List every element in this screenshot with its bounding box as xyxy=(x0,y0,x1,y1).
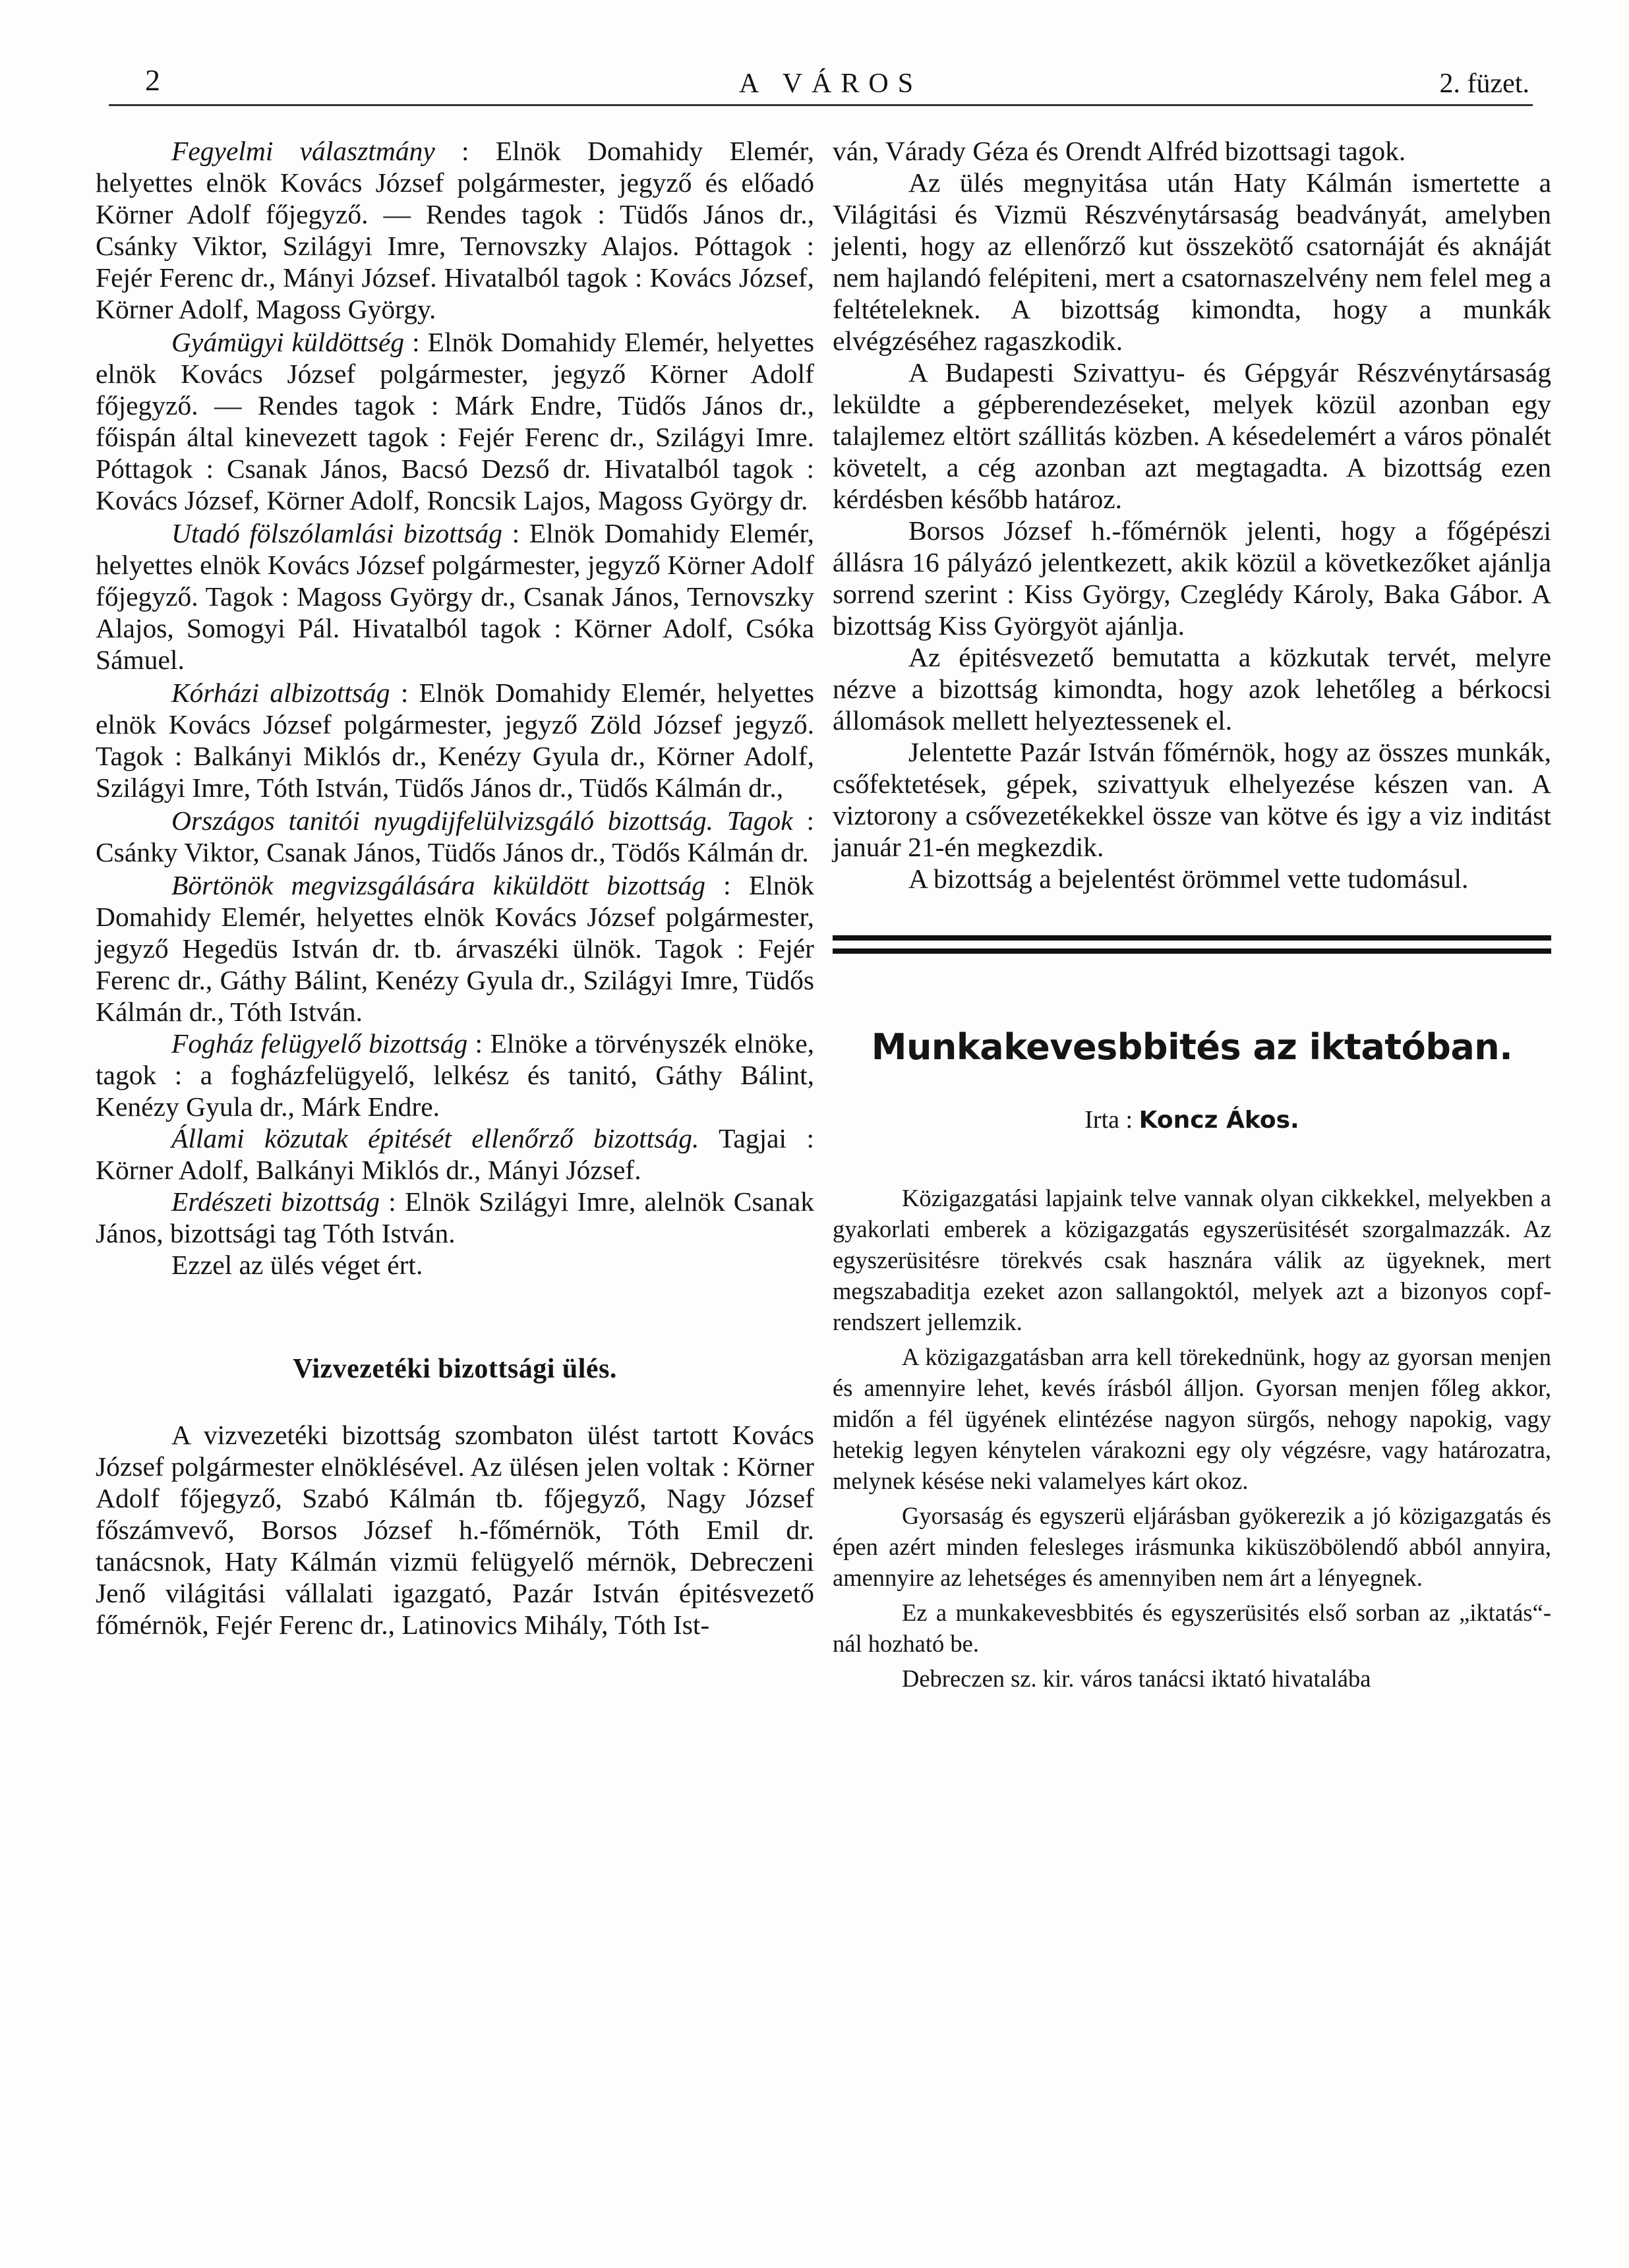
issue-label: 2. füzet. xyxy=(1439,69,1529,99)
article-byline xyxy=(833,1104,1551,1136)
page-number: 2 xyxy=(145,63,160,97)
closing-sentence: Ezzel az ülés véget ért. xyxy=(171,1250,423,1280)
page-header xyxy=(132,63,1529,102)
committee-paragraph: Országos tanitói nyugdijfelülvizsgáló bizottság. Tagok : Csánky Viktor, Csanak János, Tüdős János dr., Tödős Kálmán dr. xyxy=(96,805,815,867)
committee-paragraph: Fegyelmi választmány : Elnök Domahidy Elemér, helyettes elnök Kovács József polgármester, jegyző és előadó Körner Adolf főjegyző. — Rendes tagok : Tüdős János dr., Csánky Viktor, Szilágyi Imre, Ternovszky Alajos. Póttagok : Fejér Ferenc dr., Mányi József. Hivatalból tagok : Kovács József, Körner Adolf, Magoss György. xyxy=(96,136,814,324)
journal-title: A VÁROS xyxy=(738,69,923,99)
committee-paragraph: Erdészeti bizottság : Elnök Szilágyi Imre, alelnök Csanak János, bizottsági tag Tóth István. xyxy=(96,1186,814,1248)
article-paragraph: Gyorsaság és egyszerü eljárásban gyökerezik a jó közigazgatás és épen azért minden felesleges irásmunka kiküszöbölendő abból annyira, amennyire az lehetséges és amennyiben nem árt a lényegnek. xyxy=(833,1502,1551,1591)
article-body xyxy=(833,1182,1551,1694)
right-column xyxy=(833,135,1551,1694)
committee-paragraph: Utadó fölszólamlási bizottság : Elnök Domahidy Elemér, helyettes elnök Kovács József polgármester, jegyző Körner Adolf főjegyző. Tagok : Magoss György dr., Csanak János, Ternovszky Alajos, Somogyi Pál. Hivatalból tagok : Körner Adolf, Csóka Sámuel. xyxy=(96,518,814,675)
left-column xyxy=(96,135,814,1641)
section-title: Vizvezetéki bizottsági ülés. xyxy=(293,1354,617,1384)
section-paragraph: A vizvezetéki bizottság szombaton ülést tartott Kovács József polgármester elnöklésével. Az ülésen jelen voltak : Körner Adolf főjegyző, Szabó Kálmán tb. főjegyző, Nagy József főszámvevő, Borsos József h.-főmérnök, Tóth Emil dr. tanácsnok, Haty Kálmán vizmü felügyelő mérnök, Debreczeni Jenő világitási vállalati igazgató, Pazár István épitésvezető főmérnök, Fejér Ferenc dr., Latinovics Mihály, Tóth Ist- xyxy=(96,1420,814,1640)
author-name: Koncz Ákos. xyxy=(1139,1107,1299,1134)
continuation-paragraph: ván, Várady Géza és Orendt Alfréd bizottsagi tagok. xyxy=(833,136,1406,166)
byline-prefix: Irta : xyxy=(1084,1106,1133,1134)
committee-paragraph: Állami közutak épitését ellenőrző bizottság. Tagjai : Körner Adolf, Balkányi Miklós dr., Mányi József. xyxy=(96,1123,814,1185)
article-paragraph: Ez a munkakevesbbités és egyszerüsités első sorban az „iktatás“-nál hozható be. xyxy=(833,1599,1551,1657)
report-paragraph: Borsos József h.-főmérnök jelenti, hogy a főgépészi állásra 16 pályázó jelentkezett, akik közül a következőket ajánlja sorrend szerint : Kiss György, Czeglédy Károly, Baka Gábor. A bizottság Kiss Györgyöt ajánlja. xyxy=(833,515,1551,641)
article-title: Munkakevesbbités az iktatóban. xyxy=(871,1026,1513,1068)
committee-paragraph: Kórházi albizottság : Elnök Domahidy Elemér, helyettes elnök Kovács József polgármester, jegyző Zöld József jegyző. Tagok : Balkányi Miklós dr., Kenézy Gyula dr., Körner Adolf, Szilágyi Imre, Tóth István, Tüdős János dr., Tüdős Kálmán dr., xyxy=(96,678,814,803)
committee-paragraph: Gyámügyi küldöttség : Elnök Domahidy Elemér, helyettes elnök Kovács József polgármester, jegyző Körner Adolf főjegyző. — Rendes tagok : Márk Endre, Tüdős János dr., főispán által kinevezett tagok : Fejér Ferenc dr., Szilágyi Imre. Póttagok : Csanak János, Bacsó Dezső dr. Hivatalból tagok : Kovács József, Körner Adolf, Roncsik Lajos, Magoss György dr. xyxy=(96,327,814,515)
committee-paragraph: Börtönök megvizsgálására kiküldött bizottság : Elnök Domahidy Elemér, helyettes elnök Kovács József polgármester, jegyző Hegedüs István dr. tb. árvaszéki ülnök. Tagok : Fejér Ferenc dr., Gáthy Bálint, Kenézy Gyula dr., Szilágyi Imre, Tüdős Kálmán dr., Tóth István. xyxy=(96,870,814,1027)
report-paragraph: Jelentette Pazár István főmérnök, hogy az összes munkák, csőfektetések, gépek, szivattyuk elhelyezése készen van. A viztorony a csővezetékekkel össze van kötve és igy a viz inditást január 21-én megkezdik. xyxy=(833,737,1551,862)
report-paragraph: Az épitésvezető bemutatta a közkutak tervét, melyre nézve a bizottság kimondta, hogy azok lehetőleg a bérkocsi állomások mellett helyeztessenek el. xyxy=(833,642,1551,736)
report-paragraph: Az ülés megnyitása után Haty Kálmán ismertette a Világitási és Vizmü Részvénytársaság beadványát, amelyben jelenti, hogy az ellenőrző kut összekötő csatornáját és aknáját nem hajlandó felépiteni, mert a csatornaszelvény nem felel meg a feltételeknek. A bizottság kimondta, hogy a munkák elvégzéséhez ragaszkodik. xyxy=(833,167,1551,356)
article-paragraph: Debreczen sz. kir. város tanácsi iktató hivatalába xyxy=(902,1665,1371,1692)
report-paragraph: A bizottság a bejelentést örömmel vette tudomásul. xyxy=(908,863,1469,894)
report-paragraph: A Budapesti Szivattyu- és Gépgyár Részvénytársaság leküldte a gépberendezéseket, melyek közül azonban egy talajlemez eltört szállitás közben. A késedelemért a város pönalét követelt, a cég azonban azt megtagadta. A bizottság ezen kérdésben később határoz. xyxy=(833,357,1551,514)
header-rule xyxy=(109,104,1533,106)
article-paragraph: A közigazgatásban arra kell törekednünk, hogy az gyorsan menjen és amennyire lehet, kevés írásból álljon. Gyorsan menjen főleg akkor, midőn a fél ügyének elintézése nagyon sürgős, nehogy napokig, vagy hetekig legyen kénytelen várakozni egy oly végzésre, vagy határozatra, melynek késése neki valamelyes kárt okoz. xyxy=(833,1343,1551,1494)
article-paragraph: Közigazgatási lapjaink telve vannak olyan cikkekkel, melyekben a gyakorlati emberek a közigazgatás egyszerüsitését szorgalmazzák. Az egyszerüsitésre törekvés csak hasznára válik az ügyeknek, mert megszabaditja ezeket azon sallangoktól, melyek azt a bizonyos copf-rendszert jellemzik. xyxy=(833,1184,1551,1335)
committee-paragraph: Fogház felügyelő bizottság : Elnöke a törvényszék elnöke, tagok : a fogházfelügyelő, lelkész és tanitó, Gáthy Bálint, Kenézy Gyula dr., Márk Endre. xyxy=(96,1028,814,1122)
double-rule-divider xyxy=(833,935,1551,954)
